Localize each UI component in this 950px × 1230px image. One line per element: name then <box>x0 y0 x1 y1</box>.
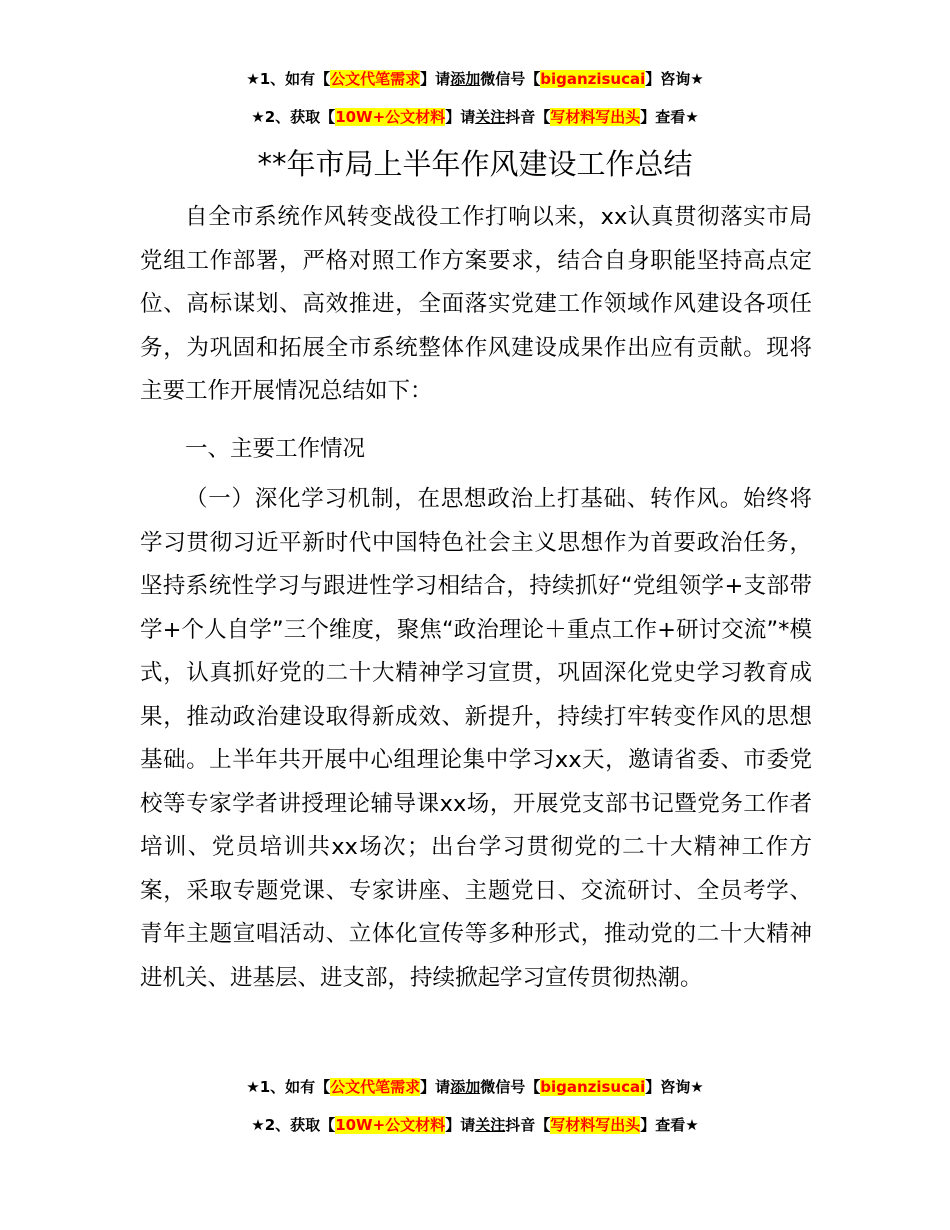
banner-suffix: 】咨询★ <box>645 70 704 88</box>
banner-highlight-wechat-id: biganzisucai <box>540 1078 646 1096</box>
banner-text: 】请 <box>445 108 476 126</box>
banner-highlight-materials: 10W+公文材料 <box>335 108 446 126</box>
banner-highlight-service: 公文代笔需求 <box>330 70 421 88</box>
banner-prefix: ★2、获取【 <box>251 1116 336 1134</box>
banner-suffix: 】查看★ <box>640 108 699 126</box>
banner-highlight-wechat-id: biganzisucai <box>540 70 646 88</box>
banner-prefix: ★1、如有【 <box>246 70 331 88</box>
banner-suffix: 】咨询★ <box>645 1078 704 1096</box>
banner-text: 抖音【 <box>505 108 551 126</box>
banner-prefix: ★2、获取【 <box>251 108 336 126</box>
banner-suffix: 】查看★ <box>640 1116 699 1134</box>
banner-underlined-word: 关注 <box>475 108 506 126</box>
banner-text: 】请 <box>445 1116 476 1134</box>
banner-text: 】请 <box>420 70 451 88</box>
banner-text: 微信号【 <box>480 70 541 88</box>
banner-highlight-douyin-account: 写材料写出头 <box>550 1116 641 1134</box>
intro-paragraph: 自全市系统作风转变战役工作打响以来，xx认真贯彻落实市局党组工作部署，严格对照工作方案要求，结合自身职能坚持高点定位、高标谋划、高效推进，全面落实党建工作领域作风建设各项任务，为巩固和拓展全市系统整体作风建设成果作出应有贡献。现将主要工作开展情况总结如下： <box>140 204 812 404</box>
banner-prefix: ★1、如有【 <box>246 1078 331 1096</box>
banner-underlined-word: 添加 <box>450 70 481 88</box>
banner-underlined-word: 关注 <box>475 1116 506 1134</box>
banner-text: 抖音【 <box>505 1116 551 1134</box>
promo-banner-bottom-line2 <box>0 1114 950 1136</box>
promo-banner-top-line2 <box>0 106 950 128</box>
promo-banner-bottom-line1 <box>0 1076 950 1098</box>
banner-highlight-materials: 10W+公文材料 <box>335 1116 446 1134</box>
document-title: **年市局上半年作风建设工作总结 <box>257 147 693 181</box>
section-heading: 一、主要工作情况 <box>185 436 366 462</box>
section-paragraph: （一）深化学习机制，在思想政治上打基础、转作风。始终将学习贯彻习近平新时代中国特色社会主义思想作为首要政治任务，坚持系统性学习与跟进性学习相结合，持续抓好“党组领学+支部带学+个人自学”三个维度，聚焦“政治理论＋重点工作+研讨交流”*模式，认真抓好党的二十大精神学习宣贯，巩固深化党史学习教育成果，推动政治建设取得新成效、新提升，持续打牢转变作风的思想基础。上半年共开展中心组理论集中学习xx天，邀请省委、市委党校等专家学者讲授理论辅导课xx场，开展党支部书记暨党务工作者培训、党员培训共xx场次；出台学习贯彻党的二十大精神工作方案，采取专题党课、专家讲座、主题党日、交流研讨、全员考学、青年主题宣唱活动、立体化宣传等多种形式，推动党的二十大精神进机关、进基层、进支部，持续掀起学习宣传贯彻热潮。 <box>140 486 812 991</box>
banner-highlight-douyin-account: 写材料写出头 <box>550 108 641 126</box>
promo-banner-top-line1 <box>0 68 950 90</box>
banner-text: 微信号【 <box>480 1078 541 1096</box>
banner-underlined-word: 添加 <box>450 1078 481 1096</box>
banner-text: 】请 <box>420 1078 451 1096</box>
banner-highlight-service: 公文代笔需求 <box>330 1078 421 1096</box>
